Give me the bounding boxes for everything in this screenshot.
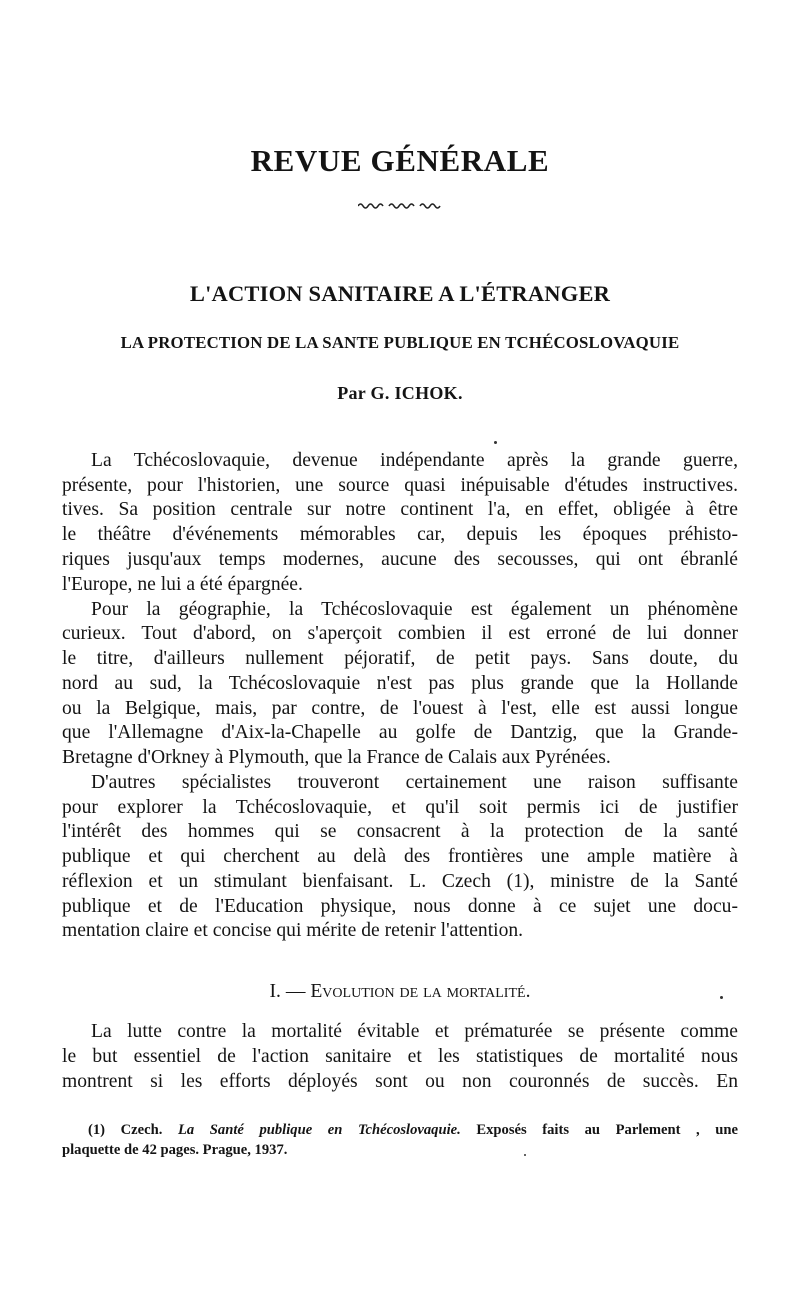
print-speck [494,441,497,444]
text-line: Pour la géographie, la Tchécoslovaquie est également un phénomène [91,599,738,620]
text-line: le but essentiel de l'action sanitaire et les statistiques de mortalité nous [62,1046,738,1067]
text-line: le titre, d'ailleurs nullement péjoratif, de petit pays. Sans doute, du [62,648,738,669]
text-line: l'intérêt des hommes qui se consacrent à la protection de la santé [62,821,738,842]
text-line: pour explorer la Tchécoslovaquie, et qu'il soit permis ici de justifier [62,797,738,818]
footnote-work-title: La Santé publique en Tchécoslovaquie. [178,1122,461,1138]
text-line: publique et de l'Education physique, nous donne à ce sujet une docu- [62,896,738,917]
article-subtitle: LA PROTECTION DE LA SANTE PUBLIQUE EN TCHÉCOSLOVAQUIE [120,333,680,352]
text-line: ou la Belgique, mais, par contre, de l'ouest à l'est, elle est aussi longue [62,698,738,719]
article-title: L'ACTION SANITAIRE A L'ÉTRANGER [189,281,611,306]
journal-section-title: REVUE GÉNÉRALE [250,143,550,178]
footnote-marker: (1) [88,1122,106,1138]
text-line: tives. Sa position centrale sur notre continent l'a, en effet, obligée à être [62,499,738,520]
section-number: I. — [269,981,306,1002]
text-line: présente, pour l'historien, une source quasi inépuisable d'études instructives. [62,475,738,496]
footnote-text: Exposés faits au Parlement , une [476,1122,738,1138]
section-title: Evolution de la mortalité. [310,981,531,1002]
print-speck [524,1154,526,1156]
wavy-ornament [358,201,444,209]
text-line: montrent si les efforts déployés sont ou non couronnés de succès. En [62,1071,738,1092]
text-line: que l'Allemagne d'Aix-la-Chapelle au golfe de Dantzig, que la Grande- [62,722,738,743]
text-line: D'autres spécialistes trouveront certainement une raison suffisante [91,772,738,793]
text-line: l'Europe, ne lui a été épargnée. [62,574,303,595]
text-line: mentation claire et concise qui mérite de retenir l'attention. [62,920,524,941]
text-line: La Tchécoslovaquie, devenue indépendante après la grande guerre, [91,450,738,471]
author-byline: Par G. ICHOK. [337,383,463,403]
footnote-line: plaquette de 42 pages. Prague, 1937. [62,1142,288,1158]
text-line: le théâtre d'événements mémorables car, depuis les époques préhisto- [62,524,738,545]
footnote-line [88,1120,738,1140]
text-line: La lutte contre la mortalité évitable et prématurée se présente comme [91,1021,738,1042]
text-line: publique et qui cherchent au delà des frontières une ample matière à [62,846,738,867]
footnote-author: Czech. [120,1122,163,1138]
print-speck [720,996,723,999]
section-heading [0,979,800,1005]
text-line: réflexion et un stimulant bienfaisant. L. Czech (1), ministre de la Santé [62,871,738,892]
text-line: curieux. Tout d'abord, on s'aperçoit combien il est erroné de lui donner [62,623,738,644]
text-line: riques jusqu'aux temps modernes, aucune des secousses, qui ont ébranlé [62,549,738,570]
text-line: nord au sud, la Tchécoslovaquie n'est pas plus grande que la Hollande [62,673,738,694]
text-line: Bretagne d'Orkney à Plymouth, que la France de Calais aux Pyrénées. [62,747,611,768]
